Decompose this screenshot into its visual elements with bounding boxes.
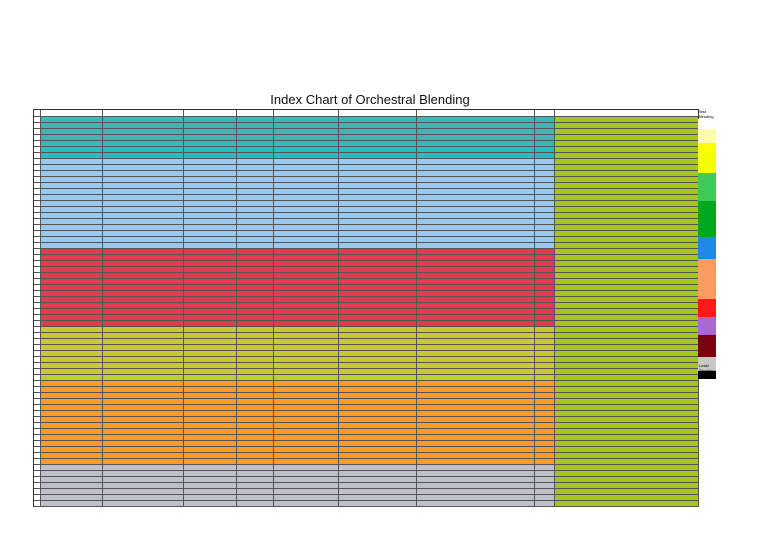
- legend-swatch: [698, 259, 716, 299]
- legend-swatch: [698, 143, 716, 151]
- blending-table: [33, 109, 699, 507]
- legend-swatch: [698, 151, 716, 173]
- table-cell: [237, 501, 274, 507]
- header-cell: [555, 110, 699, 117]
- header-cell: [417, 110, 535, 117]
- table-header-row: [34, 110, 699, 117]
- legend-top-label: Best Blending: [698, 109, 714, 119]
- header-cell: [34, 110, 41, 117]
- legend-swatch: [698, 237, 716, 259]
- legend-swatch: [698, 299, 716, 317]
- legend-swatch: [698, 173, 716, 201]
- header-cell: [184, 110, 237, 117]
- table-cell: [339, 501, 417, 507]
- legend-bottom-label: Least Blending: [699, 363, 715, 373]
- table-cell: [535, 501, 555, 507]
- header-cell: [274, 110, 339, 117]
- table-cell: [41, 501, 103, 507]
- page-title: Index Chart of Orchestral Blending: [270, 92, 470, 107]
- legend-swatch: [698, 119, 716, 129]
- legend-swatch: [698, 335, 716, 357]
- blending-legend: [698, 109, 716, 379]
- table-cell: [274, 501, 339, 507]
- header-cell: [339, 110, 417, 117]
- header-cell: [41, 110, 103, 117]
- table-row: [34, 501, 699, 507]
- table-cell: [34, 501, 41, 507]
- table-cell: [417, 501, 535, 507]
- table-cell: [184, 501, 237, 507]
- legend-swatch: [698, 201, 716, 237]
- header-cell: [535, 110, 555, 117]
- table-cell: [103, 501, 184, 507]
- header-cell: [103, 110, 184, 117]
- legend-swatch: [698, 317, 716, 335]
- legend-swatch: [698, 129, 716, 143]
- table-cell: [555, 501, 699, 507]
- header-cell: [237, 110, 274, 117]
